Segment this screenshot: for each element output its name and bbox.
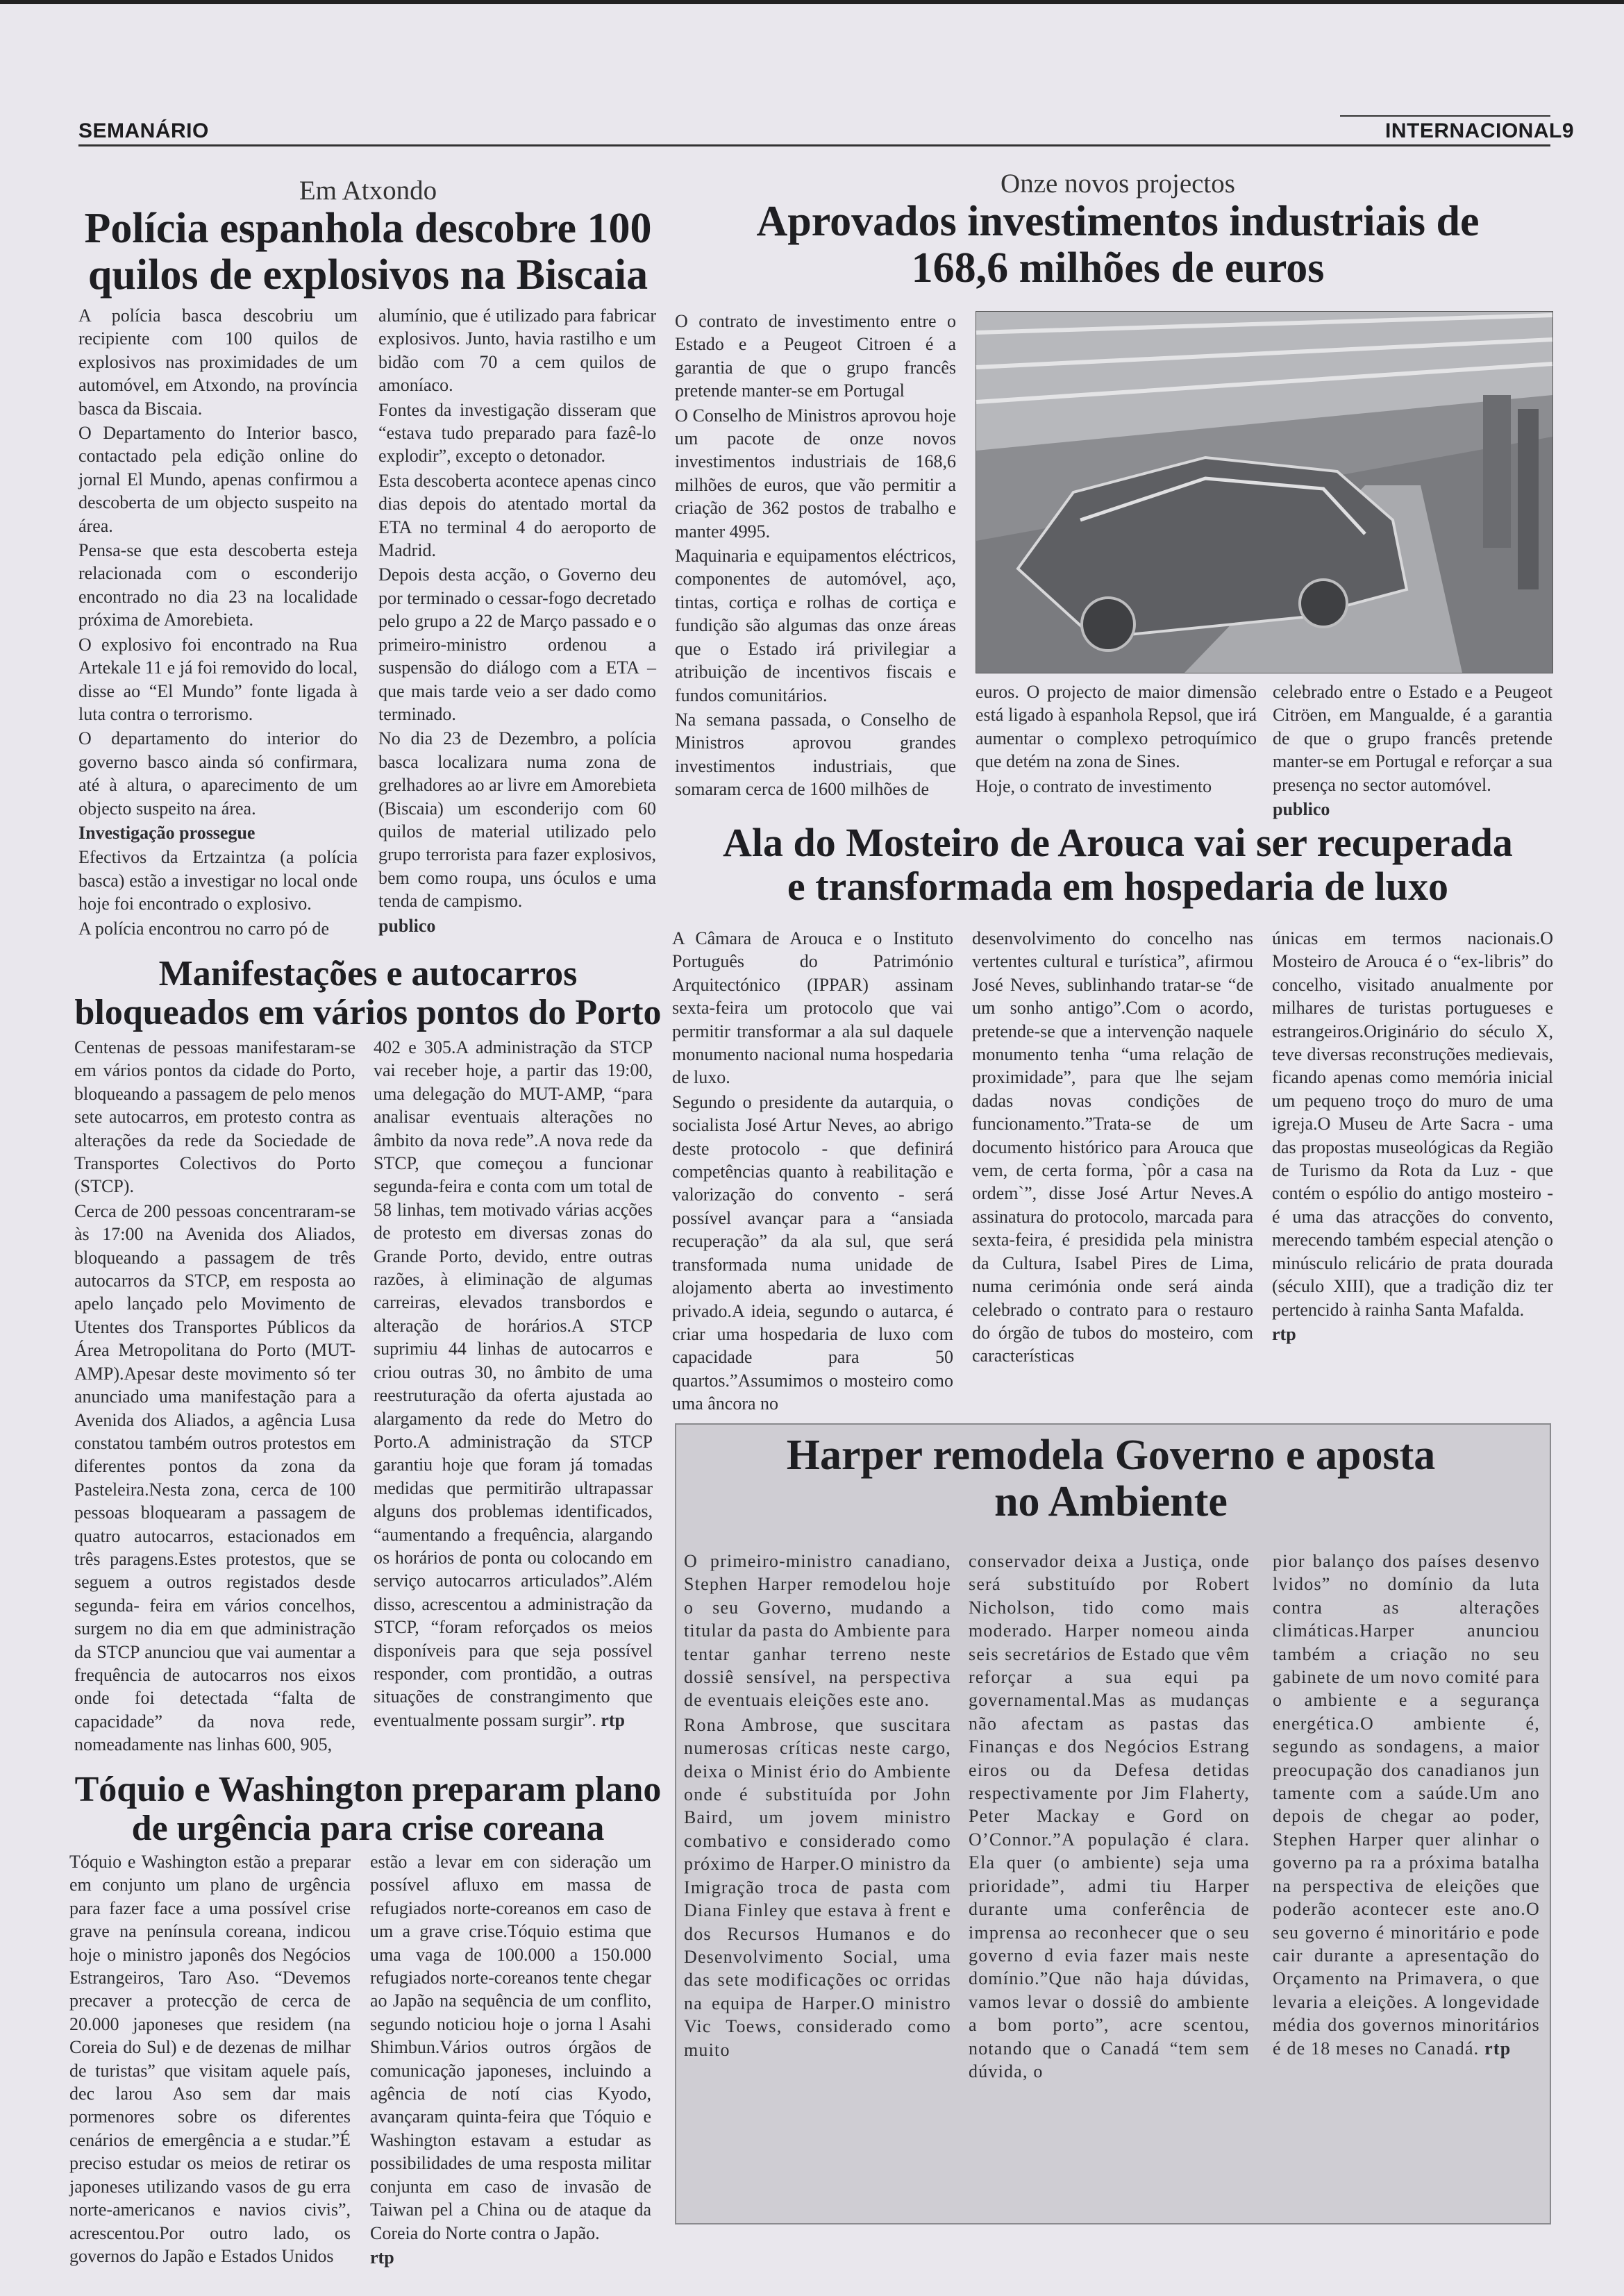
paragraph: estão a levar em con sideração um possível afluxo em massa de refugiados norte-coreanos em caso de um a grave crise.Tóquio estima que uma vaga de 100.000 a 150.000 refugiados norte-coreanos tente chegar ao Japão na sequência de um conflito, segundo noticiou hoje o jorna l Asahi Shimbun.Vários outros órgãos de comunicação japoneses, incluindo a agência de notí cias Kyodo, avançaram quinta-feira que Tóquio e Washington estavam a estudar as possibilidades de uma resposta militar conjunta em caso de invasão de Taiwan pel a China ou de ataque da Coreia do Norte contra o Japão. xyxy=(370,1852,651,2243)
investimentos-column-1 xyxy=(675,310,956,820)
paragraph: Fontes da investigação disseram que “estava tudo preparado para fazê-lo explodir”, excepto o detonador. xyxy=(378,399,656,467)
toquio-headline-line2: de urgência para crise coreana xyxy=(131,1809,605,1849)
subheading: Investigação prossegue xyxy=(78,822,256,843)
investimentos-column-2 xyxy=(976,680,1257,819)
arouca-headline-line1: Ala do Mosteiro de Arouca vai ser recuperada xyxy=(723,820,1513,865)
paragraph: O explosivo foi encontrado na Rua Artekale 11 e já foi removido do local, disse ao “El Mundo” fonte ligada à luta contra o terrorismo. xyxy=(78,634,358,724)
car-factory-photo xyxy=(976,311,1553,673)
section-label-left: SEMANÁRIO xyxy=(78,119,209,142)
policia-headline-line2: quilos de explosivos na Biscaia xyxy=(87,251,648,299)
paragraph: A polícia encontrou no carro pó de xyxy=(78,918,329,939)
paragraph: Na semana passada, o Conselho de Ministros aprovou grandes investimentos industriais, que somaram cerca de 1600 milhões de xyxy=(675,709,956,800)
paragraph: Tóquio e Washington estão a preparar em conjunto um plano de urgência para fazer face a uma possível crise grave na península coreana, indicou hoje o ministro japonês dos Negócios Estrangeiros, Taro Aso. “Devemos precaver a protecção de cerca de 20.000 japoneses que residem (na Coreia do Sul) e de dezenas de milhar de turistas” que visitam aquele país, dec larou Aso sem dar mais pormenores sobre os diferentes cenários de emergência a e studar.”É preciso estudar os meios de retirar os japoneses utilizando vasos de gu erra norte-americanos e navios civis”, acrescentou.Por outro lado, os governos do Japão e Estados Unidos xyxy=(69,1852,351,2266)
paragraph: O contrato de investimento entre o Estado e a Peugeot Citroen é a garantia de que o grupo francês pretende manter-se em Portugal xyxy=(675,311,956,401)
source-credit: publico xyxy=(1273,799,1330,820)
manifestacoes-headline xyxy=(62,955,673,1032)
harper-headline xyxy=(680,1432,1541,1525)
paragraph: O Conselho de Ministros aprovou hoje um pacote de onze novos investimentos industriais de 168,6 milhões de euros, que vão permitir a criação de 362 postos de trabalho e manter 4995. xyxy=(675,405,956,542)
policia-column-1 xyxy=(78,304,358,958)
paragraph-text: 402 e 305.A administração da STCP vai receber hoje, a partir das 19:00, uma delegação do MUT-AMP, “para analisar eventuais alterações no âmbito da nova rede”.A nova rede da STCP, que começou a funcionar segunda-feira e conta com um total de 58 linhas, tem motivado várias acções de protesto em diversas zonas do Grande Porto, devido, entre outras razões, à eliminação de algumas carreiras, elevados transbordos e alteração de horários.A STCP suprimiu 44 linhas de autocarros e criou outras 30, no âmbito de uma reestruturação da oferta ajustada ao alargamento da rede do Metro do Porto.A administração da STCP garantiu hoje que foram já tomadas medidas que permitirão ultrapassar alguns dos problemas identificados, “aumentando a frequência, alargando os horários de ponta ou colocando em serviço autocarros articulados”.Além disso, acrescentou a administração da STCP, “foram reforçados os meios disponíveis para que seja possível responder, com prontidão, a outras situações de constrangimento que eventualmente possam surgir”. xyxy=(374,1037,653,1730)
source-credit: rtp xyxy=(1484,2038,1512,2059)
toquio-headline xyxy=(62,1770,673,1848)
source-credit: rtp xyxy=(370,2247,394,2268)
investimentos-kicker: Onze novos projectos xyxy=(1001,169,1235,199)
paragraph: Pensa-se que esta descoberta esteja relacionada com o esconderijo encontrado no dia 23 na localidade próxima de Amorebieta. xyxy=(78,540,358,630)
policia-headline-line1: Polícia espanhola descobre 100 xyxy=(84,205,652,252)
harper-column-1 xyxy=(684,1550,951,2209)
paragraph: Rona Ambrose, que suscitara numerosas críticas neste cargo, deixa o Minist ério do Ambiente onde é substituída por John Baird, um jovem ministro combativo e considerado como próximo de Harper.O ministro da Imigração troca de pasta com Diana Finley que estava à frent e dos Recursos Humanos e do Desenvolvimento Social, uma das sete modificações oc orridas na equipa de Harper.O ministro Vic Toews, considerado como muito xyxy=(684,1714,951,2060)
paragraph: Segundo o presidente da autarquia, o socialista José Artur Neves, ao abrigo deste protocolo - que definirá competências quanto à reabilitação e valorização do convento - será possível avançar para a “ansiada recuperação” da ala sul, que será transformada numa unidade de alojamento aberta ao investimento privado.A ideia, segundo o autarca, é criar uma hospedaria de luxo com capacidade para 50 quartos.”Assumimos o mosteiro como uma âncora no xyxy=(672,1091,953,1414)
page-number: 9 xyxy=(1562,119,1575,142)
toquio-headline-line1: Tóquio e Washington preparam plano xyxy=(74,1770,662,1809)
paragraph: euros. O projecto de maior dimensão está ligado à espanhola Repsol, que irá aumentar o complexo petroquímico que detém na zona de Sines. xyxy=(976,682,1257,772)
header-rule xyxy=(78,144,1550,146)
policia-headline xyxy=(62,206,673,299)
arouca-headline-line2: e transformada em hospedaria de luxo xyxy=(787,863,1449,909)
paragraph: Maquinaria e equipamentos eléctricos, componentes de automóvel, aço, tintas, cortiça e rolhas de cortiça e fundição são algumas das onze áreas que o Estado irá privilegiar a atribuição de incentivos fiscais e fundos comunitários. xyxy=(675,546,956,705)
paragraph: desenvolvimento do concelho nas vertentes cultural e turística”, afirmou José Neves, sublinhando tratar-se “de um sonho antigo”.Com o acordo, pretende-se que a intervenção naquele monumento tenha “uma relação de proximidade”, para que lhe sejam dadas novas condições de funcionamento.”Trata-se de um documento histórico para Arouca que vem, de certa forma, `pôr a casa na ordem`”, disse José Artur Neves.A assinatura do protocolo, marcada para sexta-feira, é presidida pela ministra da Cultura, Isabel Pires de Lima, numa cerimónia onde será ainda celebrado o contrato para o restauro do órgão de tubos do mosteiro, com características xyxy=(972,928,1253,1366)
investimentos-column-3 xyxy=(1273,680,1552,819)
paragraph: O Departamento do Interior basco, contactado pela edição online do jornal El Mundo, apenas confirmou a descoberta de um objecto suspeito na área. xyxy=(78,423,358,536)
paragraph: A polícia basca descobriu um recipiente com 100 quilos de explosivos nas proximidades de um automóvel, em Atxondo, na província basca da Biscaia. xyxy=(78,305,358,419)
arouca-column-1 xyxy=(672,927,953,1413)
source-credit: publico xyxy=(378,915,436,936)
paragraph: O departamento do interior do governo basco ainda só confirmara, até à altura, o aparecimento de um objecto suspeito na área. xyxy=(78,728,358,819)
manifestacoes-column-1 xyxy=(74,1036,355,1779)
top-border xyxy=(0,0,1624,4)
section-name: INTERNACIONAL xyxy=(1385,119,1562,142)
paragraph: No dia 23 de Dezembro, a polícia basca localizara numa zona de grelhadores ao ar livre em Amorebieta (Biscaia) um esconderijo com 60 quilos de material utilizado pelo grupo terrorista para fazer explosivos, bem como roupa, uns óculos e uma tenda de campismo. xyxy=(378,728,656,912)
arouca-headline xyxy=(667,821,1569,908)
paragraph: celebrado entre o Estado e a Peugeot Citröen, em Mangualde, é a garantia de que o grupo francês pretende manter-se em Portugal e reforçar a sua presença no sector automóvel. xyxy=(1273,682,1552,795)
arouca-column-3 xyxy=(1272,927,1553,1413)
paragraph: Esta descoberta acontece apenas cinco dias depois do atentado mortal da ETA no terminal 4 do aeroporto de Madrid. xyxy=(378,470,656,561)
toquio-column-1 xyxy=(69,1850,351,2266)
manifestacoes-headline-line2: bloqueados em vários pontos do Porto xyxy=(74,993,662,1033)
toquio-column-2 xyxy=(370,1850,651,2268)
paragraph: Efectivos da Ertzaintza (a polícia basca) estão a investigar no local onde hoje foi encontrado o explosivo. xyxy=(78,847,358,914)
header-rule-right xyxy=(1340,115,1550,117)
policia-kicker: Em Atxondo xyxy=(299,176,437,206)
harper-headline-line1: Harper remodela Governo e aposta xyxy=(786,1432,1436,1479)
source-credit: rtp xyxy=(1272,1323,1296,1344)
arouca-column-2 xyxy=(972,927,1253,1413)
paragraph: Hoje, o contrato de investimento xyxy=(976,776,1212,796)
paragraph: conservador deixa a Justiça, onde será substituído por Robert Nicholson, tido como mais moderado. Harper nomeou ainda seis secretários de Estado que vêm reforçar a sua equi pa governamental.Mas as mudanças não afectam as pastas das Finanças e dos Negócios Estrang eiros ou da Defesa detidas respectivamente por Jim Flaherty, Peter Mackay e Gord on O’Connor.”A população é clara. Ela quer (o ambiente) seja uma prioridade”, admi tiu Harper durante uma conferência de imprensa ao reconhecer que o seu governo d evia fazer mais neste domínio.”Que não haja dúvidas, vamos levar o dossiê do ambiente a bom porto”, acre scentou, notando que o Canadá “tem sem dúvida, o xyxy=(969,1551,1250,2081)
manifestacoes-headline-line1: Manifestações e autocarros xyxy=(158,954,578,994)
paragraph: O primeiro-ministro canadiano, Stephen Harper remodelou hoje o seu Governo, mudando a titular da pasta do Ambiente para tentar ganhar terreno neste dossiê sensível, na perspectiva de eventuais eleições este ano. xyxy=(684,1551,951,1711)
paragraph: A Câmara de Arouca e o Instituto Português do Património Arquitectónico (IPPAR) assinam sexta-feira um protocolo que vai permitir transformar a ala sul daquele monumento nacional numa hospedaria de luxo. xyxy=(672,928,953,1088)
harper-column-3 xyxy=(1273,1550,1540,2209)
policia-column-2 xyxy=(378,304,656,958)
paragraph xyxy=(374,1036,653,1732)
investimentos-headline xyxy=(667,199,1569,292)
paragraph: Depois desta acção, o Governo deu por terminado o cessar-fogo decretado pelo grupo a 22 de Março passado e o primeiro-ministro ordenou a suspensão do diálogo com a ETA – que mais tarde veio a ser dado como terminado. xyxy=(378,564,656,724)
paragraph: Cerca de 200 pessoas concentraram-se às 17:00 na Avenida dos Aliados, bloqueando a passagem de três autocarros da STCP, em resposta ao apelo lançado pelo Movimento de Utentes dos Transportes Públicos da Área Metropolitana do Porto (MUT-AMP).Apesar deste movimento só ter anunciado uma manifestação para a Avenida dos Aliados, a agência Lusa constatou também outros protestos em diferentes pontos da zona da Pasteleira.Nesta zona, cerca de 100 pessoas bloquearam a passagem de quatro autocarros, estacionados em três paragens.Estes protestos, que se seguem a outros registados desde segunda- feira em vários concelhos, surgem no dia em que administração da STCP anunciou que vai aumentar a frequência de autocarros nos eixos onde foi detectada “falta de capacidade” da nova rede, nomeadamente nas linhas 600, 905, xyxy=(74,1200,355,1755)
paragraph-text: pior balanço dos países desenvo lvidos” no domínio da luta contra as alterações climáticas.Harper anunciou também a criação no seu gabinete de um novo comité para o ambiente e a segurança energética.O ambiente é, segundo as sondagens, a maior preocupação dos canadianos jun tamente com a saúde.Um ano depois de chegar ao poder, Stephen Harper quer alinhar o governo pa ra a próxima batalha na perspectiva de eleições que poderão acontecer este ano.O seu governo é minoritário e pode cair durante a apresentação do Orçamento na Primavera, o que levaria a eleições. A longevidade média dos governos minoritários é de 18 meses no Canadá. xyxy=(1273,1551,1540,2059)
harper-headline-line2: no Ambiente xyxy=(994,1477,1228,1525)
investimentos-headline-line2: 168,6 milhões de euros xyxy=(911,244,1325,292)
source-credit: rtp xyxy=(601,1709,625,1730)
paragraph: alumínio, que é utilizado para fabricar explosivos. Junto, havia rastilho e um bidão com 70 a cem quilos de amoníaco. xyxy=(378,305,656,396)
investimentos-headline-line1: Aprovados investimentos industriais de xyxy=(756,198,1480,245)
paragraph: Centenas de pessoas manifestaram-se em vários pontos da cidade do Porto, bloqueando a passagem de pelo menos sete autocarros, em protesto contra as alterações da rede da Sociedade de Transportes Colectivos do Porto (STCP). xyxy=(74,1037,355,1197)
harper-column-2 xyxy=(969,1550,1250,2209)
assembly-line-illustration xyxy=(976,312,1552,673)
section-label-right xyxy=(1385,119,1574,143)
manifestacoes-column-2 xyxy=(374,1036,653,1779)
paragraph xyxy=(1273,1550,1540,2060)
paragraph: únicas em termos nacionais.O Mosteiro de Arouca é o “ex-libris” do concelho, visitado anualmente por milhares de turistas portugueses e estrangeiros.Originário do século X, teve diversas reconstruções medievais, ficando apenas como memória inicial um pequeno troço do muro de uma igreja.O Museu de Arte Sacra - uma das propostas museológicas da Região de Turismo da Rota da Luz - que contém o espólio do antigo mosteiro - é uma das atracções do convento, merecendo também especial atenção o minúsculo relicário de prata dourada (século XIII), que a tradição diz ter pertencido à rainha Santa Mafalda. xyxy=(1272,928,1553,1320)
